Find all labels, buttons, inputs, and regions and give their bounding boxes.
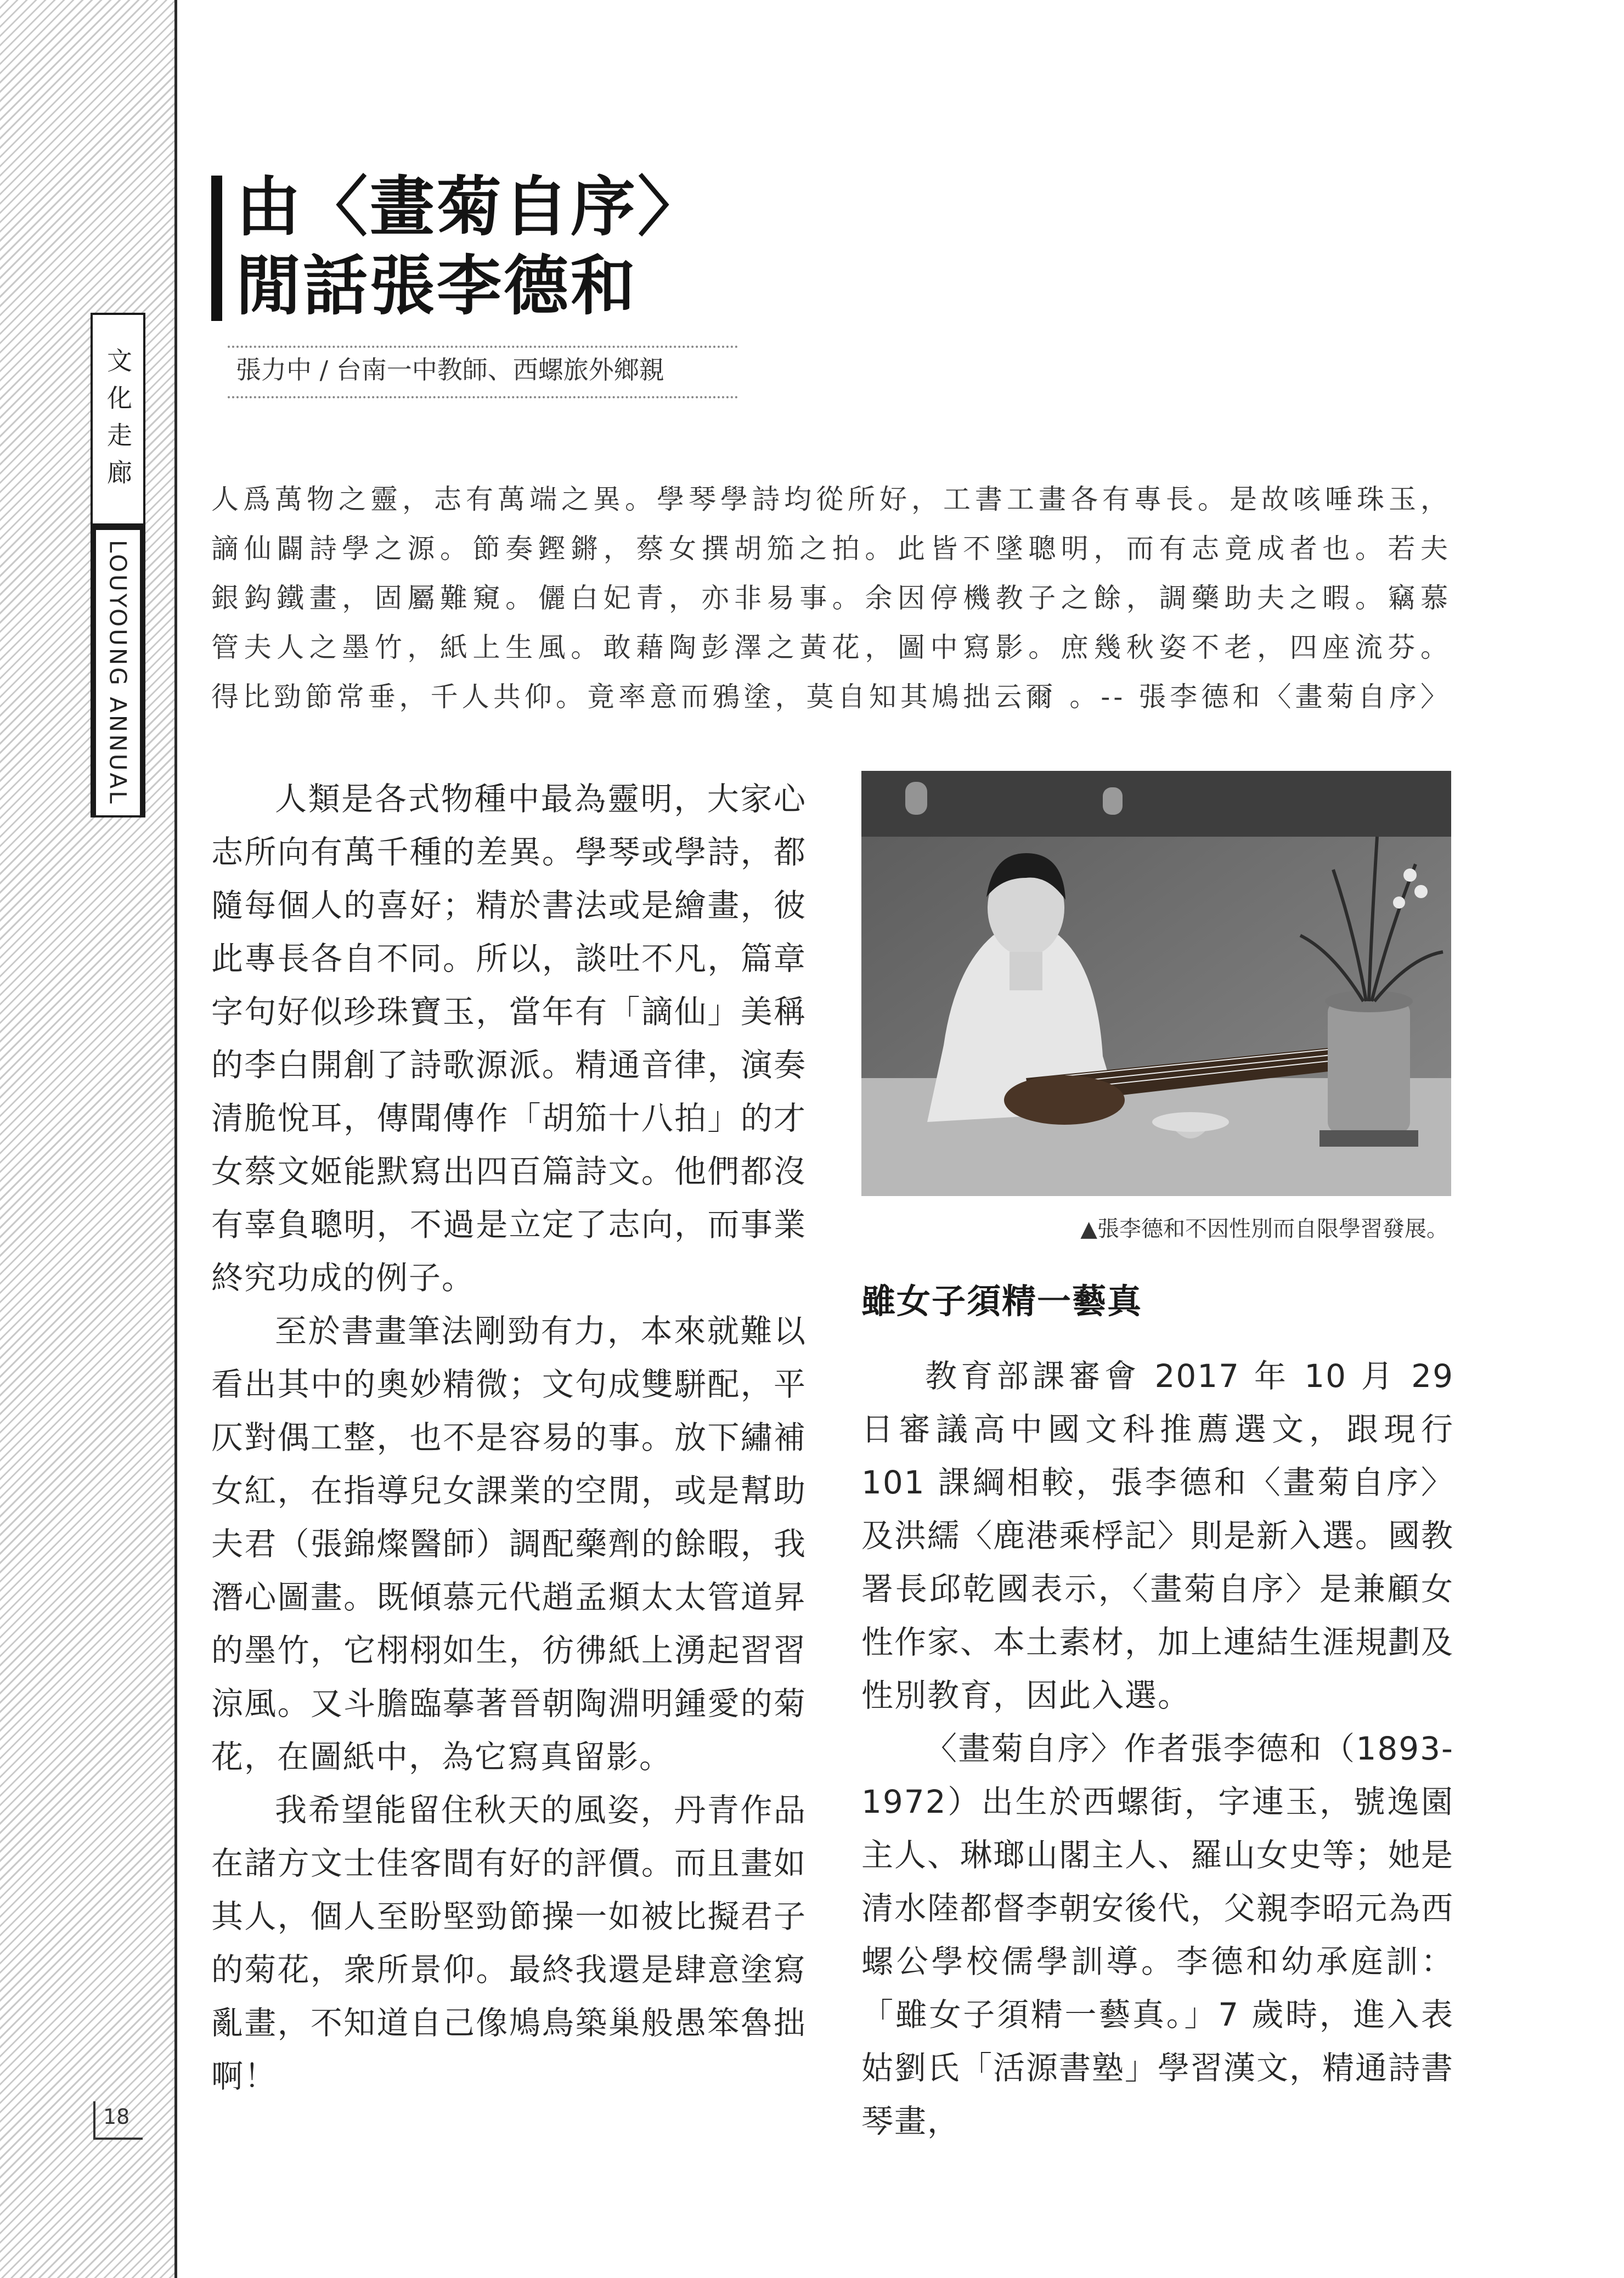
title-line-1: 由〈畫菊自序〉 [236,168,705,245]
page-number: 18 [103,2105,130,2129]
classical-quote [211,475,1451,721]
left-column [211,773,807,2103]
byline: 張力中 / 台南一中教師、西螺旅外鄉親 [236,355,664,385]
byline-rule-bottom [228,396,738,398]
section-label-en: LOUYOUNG ANNUAL [93,530,143,815]
decorative-stripes [0,0,174,2278]
quote-line: 人爲萬物之靈，志有萬端之異。學琴學詩均從所好，工書工畫各有專長。是故咳唾珠玉， [211,483,1451,515]
quote-line: 銀鈎鐵畫，固屬難窺。儷白妃青，亦非易事。余因停機教子之餘，調藥助夫之暇。竊慕 [211,582,1451,614]
paragraph: 人類是各式物種中最為靈明，大家心志所向有萬千種的差異。學琴或學詩，都隨每個人的喜好；精於書法或是繪畫，彼此專長各自不同。所以，談吐不凡，篇章字句好似珍珠寶玉，當年有「謫仙」美稱的李白開創了詩歌源派。精通音律，演奏清脆悅耳，傳聞傳作「胡笳十八拍」的才女蔡文姬能默寫出四百篇詩文。他們都沒有辜負聰明，不過是立定了志向，而事業終究功成的例子。 [211,780,807,1296]
title-line-2: 閒話張李德和 [236,247,638,324]
quote-line: 謫仙闢詩學之源。節奏鏗鏘，蔡女撰胡笳之拍。此皆不墜聰明，而有志竟成者也。若夫 [211,533,1451,565]
section-label-cn: 文化走廊 [103,347,133,497]
quote-line: 管夫人之墨竹，紙上生風。敢藉陶彭澤之黃花，圖中寫影。庶幾秋姿不老，四座流芬。 [211,631,1451,663]
title-accent-bar [211,176,222,321]
paragraph: 教育部課審會 2017 年 10 月 29 日審議高中國文科推薦選文，跟現行 101 課綱相較，張李德和〈畫菊自序〉及洪繻〈鹿港乘桴記〉則是新入選。國教署長邱乾國表示，〈畫菊自序〉是兼顧女性作家、本土素材，加上連結生涯規劃及性別教育，因此入選。 [861,1357,1454,1714]
quote-line: 得比勁節常垂，千人共仰。竟率意而鴉塗，莫自知其鳩拙云爾 。-- 張李德和〈畫菊自序〉 [211,681,1451,713]
portrait-photo [861,771,1451,1196]
right-column [861,1350,1454,2148]
portrait-photo-illustration [861,771,1451,1196]
section-tab [91,313,145,817]
paragraph: 我希望能留住秋天的風姿，丹青作品在諸方文士佳客間有好的評價。而且畫如其人，個人至盼堅勁節操一如被比擬君子的菊花，衆所景仰。最終我還是肆意塗寫亂畫，不知道自己像鳩鳥築巢般愚笨魯拙啊！ [211,1791,807,2095]
margin-rule [174,0,177,2278]
page-number-box [93,2101,143,2140]
paragraph: 至於書畫筆法剛勁有力，本來就難以看出其中的奧妙精微；文句成雙駢配，平仄對偶工整，也不是容易的事。放下繡補女紅，在指導兒女課業的空閒，或是幫助夫君（張錦燦醫師）調配藥劑的餘暇，我潛心圖畫。既傾慕元代趙孟頫太太管道昇的墨竹，它栩栩如生，彷彿紙上湧起習習涼風。又斗膽臨摹著晉朝陶淵明鍾愛的菊花，在圖紙中，為它寫真留影。 [211,1312,807,1775]
paragraph: 〈畫菊自序〉作者張李德和（1893-1972）出生於西螺街，字連玉，號逸園主人、琳瑯山閣主人、羅山女史等；她是清水陸都督李朝安後代，父親李昭元為西螺公學校儒學訓導。李德和幼承庭訓：「雖女子須精一藝真。」7 歲時，進入表姑劉氏「活源書塾」學習漢文，精通詩書琴畫， [861,1730,1454,2140]
photo-caption: ▲張李德和不因性別而自限學習發展。 [1080,1216,1448,1242]
section-subheading: 雖女子須精一藝真 [861,1281,1143,1321]
byline-rule-top [228,346,738,348]
